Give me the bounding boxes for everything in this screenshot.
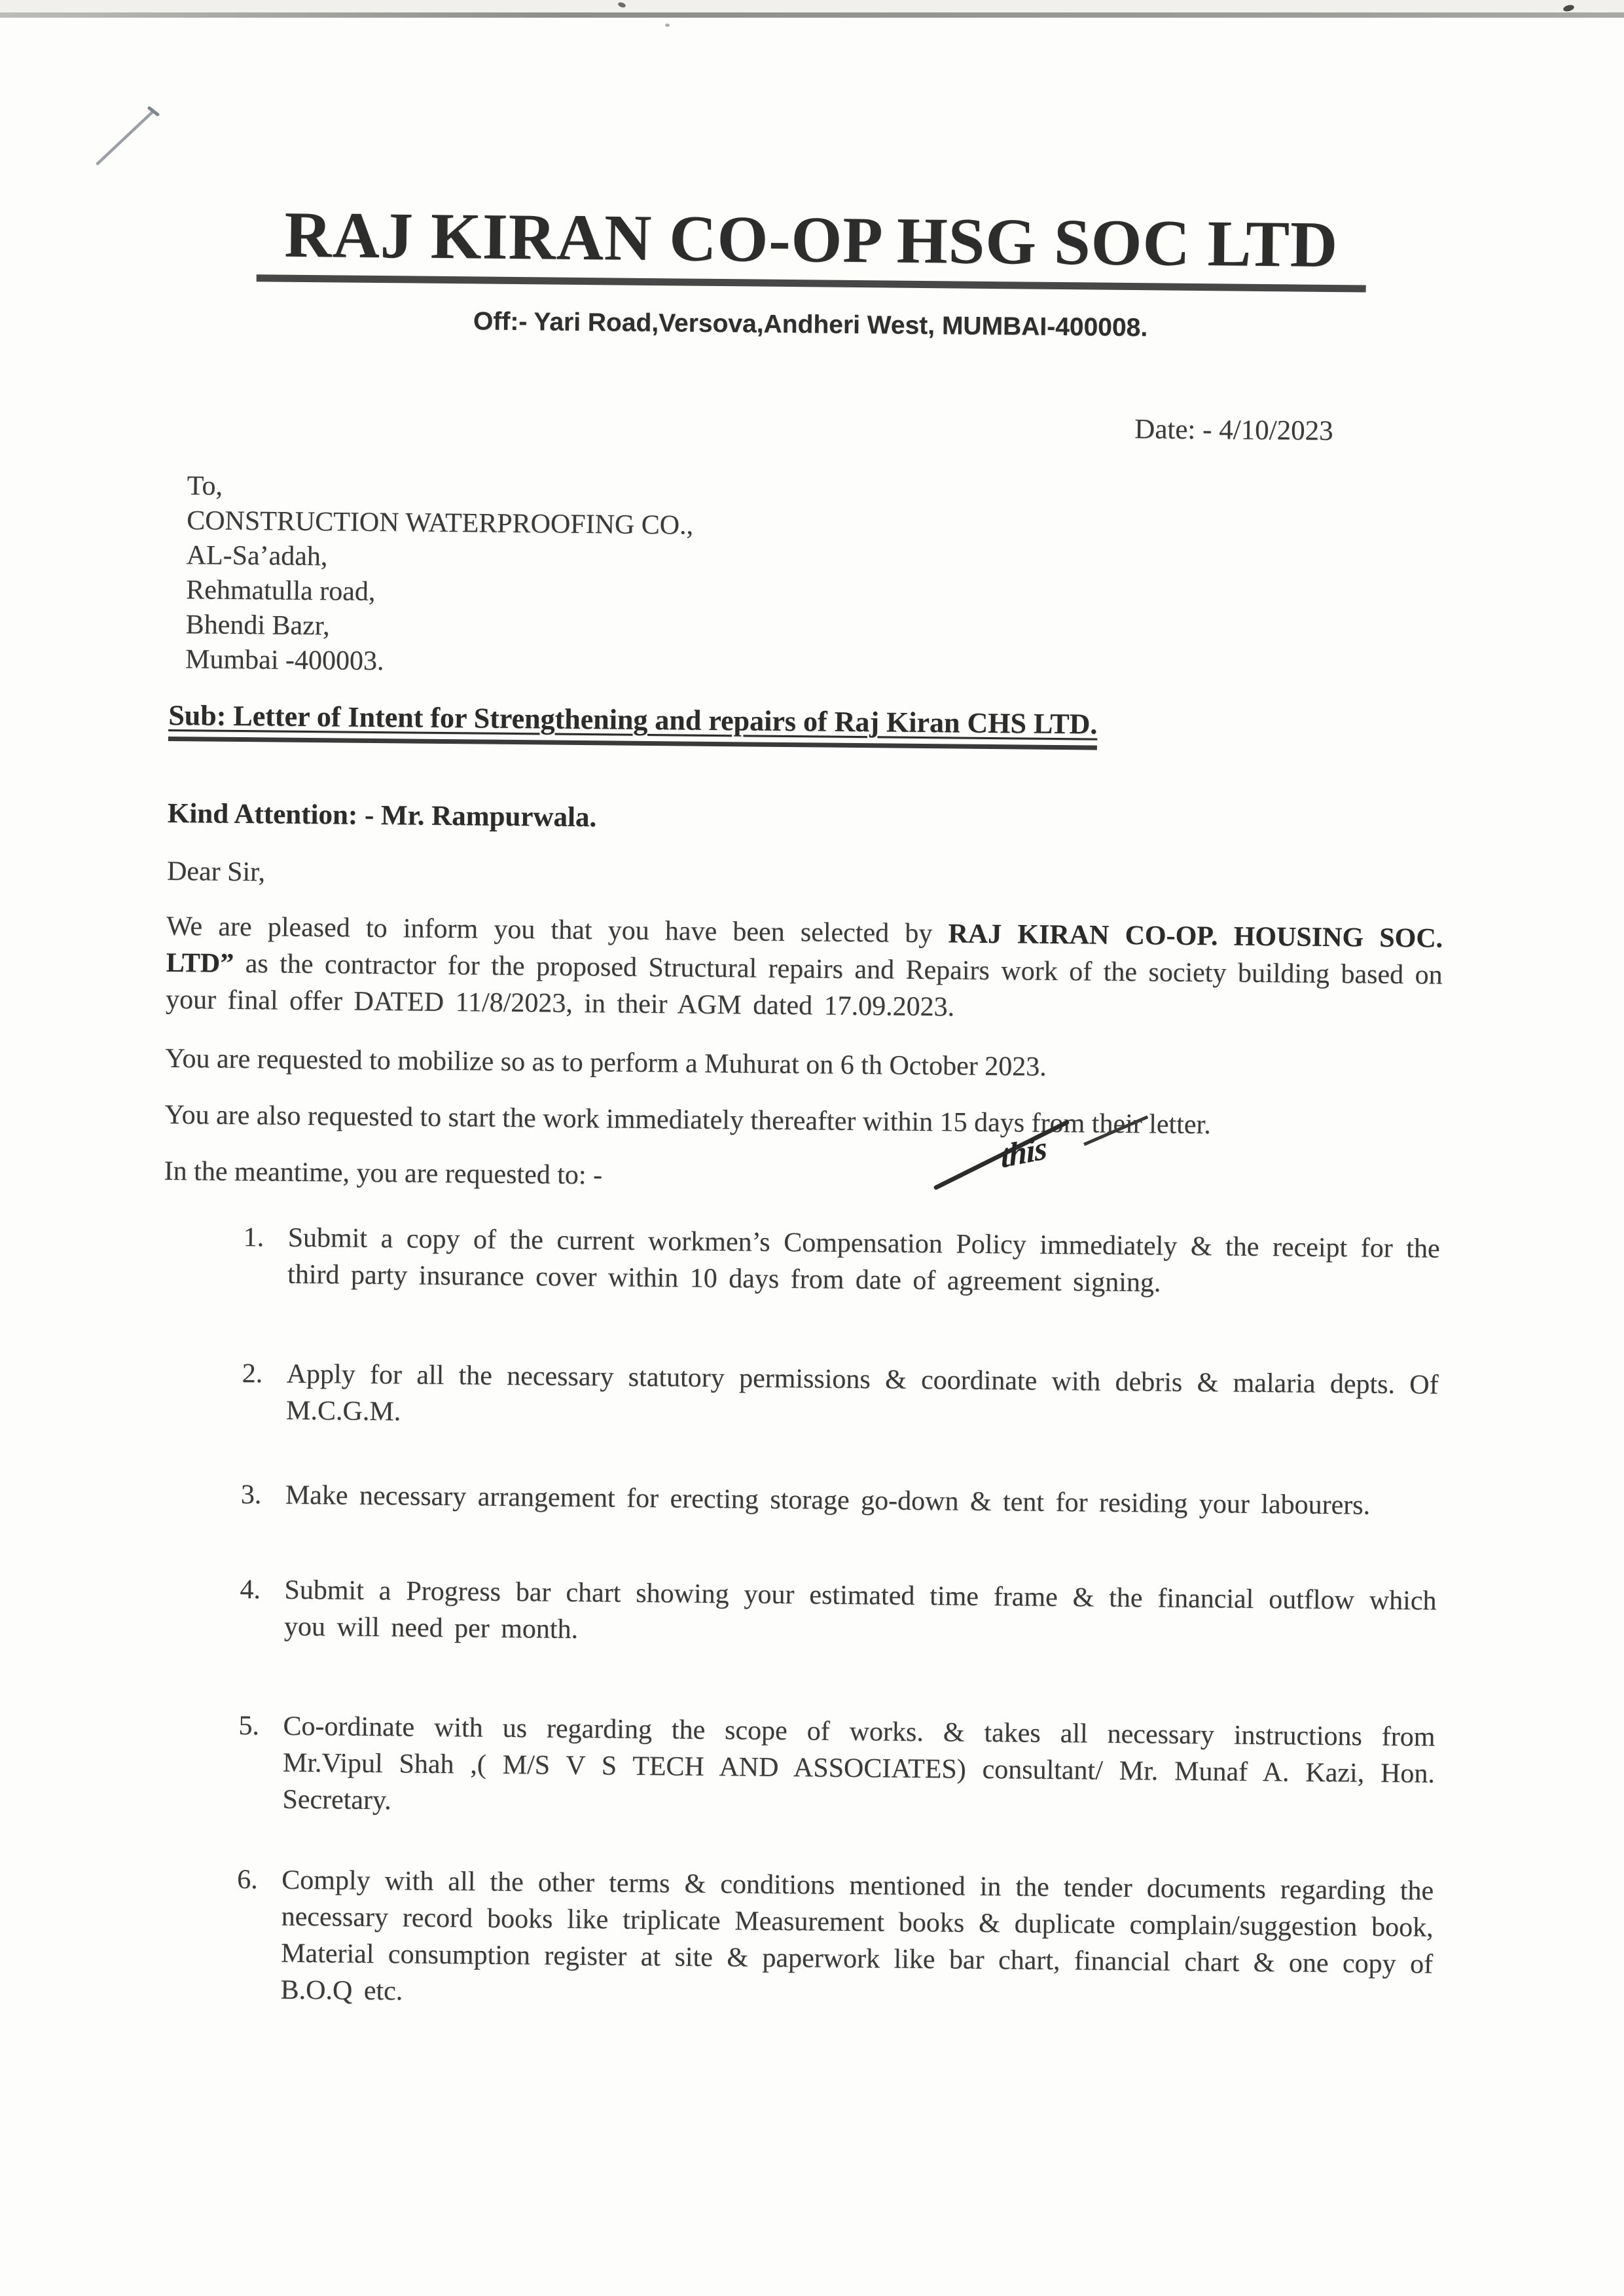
paragraph-text: You are also requested to start the work immediately thereafter within 15 days from [164,1099,1092,1139]
list-item [156,1861,1434,2020]
recipient-address-block [185,469,1447,689]
requirements-list [156,1218,1439,2020]
list-item-text: Make necessary arrangement for erecting storage go-down & tent for residing your labourers. [285,1480,1371,1521]
society-title: RAJ KIRAN CO-OP HSG SOC LTD [284,198,1339,282]
list-item-text: Submit a Progress bar chart showing your estimated time frame & the financial outflow which you will need per month. [283,1575,1437,1645]
recipient-line: CONSTRUCTION WATERPROOFING CO., [186,505,694,541]
list-item [160,1571,1437,1656]
list-item-number: 2. [242,1358,263,1389]
date-line: Date: - 4/10/2023 [1134,414,1333,447]
paragraph-text: letter. [1142,1109,1211,1140]
list-item-text: Comply with all the other terms & conditions mentioned in the tender documents regarding the necessary record books like triplicate Measurement books & duplicate complain/suggestion book, Material consumption register at site & paperwork like bar chart, financial chart & one copy of B.O.Q etc. [280,1865,1434,2007]
list-item [162,1355,1439,1440]
list-item-number: 4. [240,1575,261,1605]
subject-row [168,699,1445,754]
attention-line: Kind Attention: - Mr. Rampurwala. [167,797,597,833]
list-item-text: Co-ordinate with us regarding the scope of works. & takes all necessary instructions from Mr.Vipul Shah ,( M/S V S TECH AND ASSOCIATES) consultant/ Mr. Munaf A. Kazi, Hon. Secretary. [282,1711,1435,1816]
recipient-line: Rehmatulla road, [185,575,376,607]
salutation: Dear Sir, [166,856,266,888]
paragraph-text: We are pleased to inform you that you have been selected by [166,911,948,949]
handwritten-word: this [1000,1129,1048,1175]
subject-line: Sub: Letter of Intent for Strengthening and repairs of Raj Kiran CHS LTD. [168,699,1098,750]
handwritten-correction [933,1131,1143,1225]
list-item-text: Apply for all the necessary statutory permissions & coordinate with debris & malaria depts. Of M.C.G.M. [285,1358,1439,1427]
recipient-line: To, [187,471,223,501]
list-item-number: 5. [238,1711,260,1741]
list-item-number: 1. [243,1222,264,1253]
paragraph-mobilize: You are requested to mobilize so as to perform a Muhurat on 6 th October 2023. [165,1043,1047,1082]
struck-word: their [1092,1106,1143,1143]
list-item-number: 3. [240,1480,262,1510]
list-item-text: Submit a copy of the current workmen’s Compensation Policy immediately & the receipt for the third party insurance cover within 10 days from date of agreement signing. [287,1222,1440,1298]
paragraph-selection [166,908,1443,1030]
list-item-number: 6. [237,1865,259,1895]
office-address: Off:- Yari Road,Versova,Andheri West, MUMBAI-400008. [473,307,1148,342]
recipient-line: Bhendi Bazr, [185,610,330,642]
list-item [158,1707,1435,1829]
recipient-line: AL-Sa’adah, [186,540,328,572]
society-name-bold: RAJ KIRAN CO-OP. HOUSING SOC. LTD” [166,919,1443,979]
paragraph-meantime: In the meantime, you are requested to: - [164,1156,603,1191]
paragraph-text: as the contractor for the proposed Structural repairs and Repairs work of the society building based on your final offer DATED 11/8/2023, in their AGM dated 17.09.2023. [165,948,1443,1023]
list-item [163,1218,1440,1304]
recipient-line: Mumbai -400003. [185,644,384,677]
list-item [161,1476,1437,1525]
